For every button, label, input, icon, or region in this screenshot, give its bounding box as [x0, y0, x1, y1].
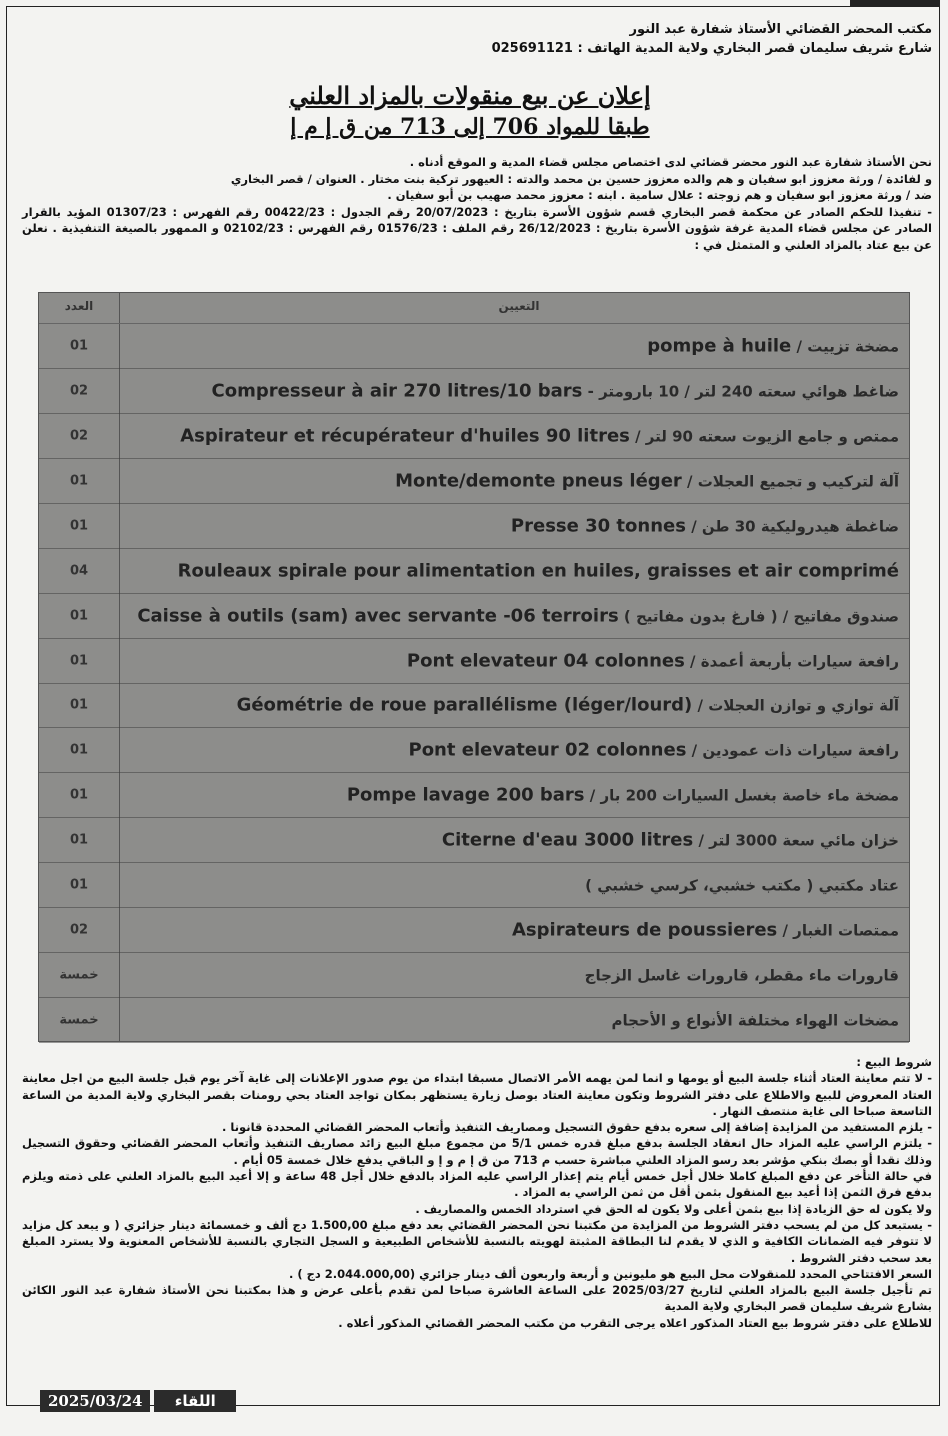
- item-name-french: Pont elevateur 02 colonnes: [408, 739, 687, 761]
- item-designation: [131, 560, 899, 581]
- item-name-arabic: ضاغطة هيدروليكية 30 طن /: [691, 517, 899, 536]
- item-designation: [131, 335, 899, 356]
- intro-paragraph: و لفائدة / ورثة معزوز ابو سفيان و هم والده معزوز حسين بن محمد والدته : العيهور تركية بنت مختار . العنوان / قصر البخاري: [230, 171, 932, 186]
- table-row: [39, 369, 909, 414]
- item-quantity: 02: [69, 922, 89, 938]
- item-quantity: 01: [69, 877, 89, 893]
- item-name-arabic: صندوق مفاتيح / ( فارغ بدون مفاتيح ): [623, 607, 899, 626]
- item-name-french: pompe à huile: [647, 335, 792, 357]
- table-row: [39, 414, 909, 459]
- item-designation: [131, 920, 899, 941]
- item-quantity: 01: [69, 832, 89, 848]
- table-row: [39, 863, 909, 908]
- item-name-arabic: خزان مائي سعة 3000 لتر /: [698, 831, 899, 850]
- item-name-french: Citerne d'eau 3000 litres: [441, 829, 694, 851]
- item-name-arabic: مضخات الهواء مختلفة الأنواع و الأحجام: [611, 1011, 899, 1030]
- item-name-french: Compresseur à air 270 litres/10 bars: [211, 380, 583, 402]
- table-row: [39, 639, 909, 684]
- item-designation: [131, 425, 899, 446]
- item-designation: [131, 380, 899, 401]
- header-quantity: العدد: [64, 299, 94, 313]
- item-name-french: Presse 30 tonnes: [510, 515, 686, 537]
- intro-text: [22, 154, 932, 253]
- item-quantity: 02: [69, 383, 89, 399]
- table-row: [39, 998, 909, 1043]
- item-quantity: 01: [69, 653, 89, 669]
- publication-date: 2025/03/24: [40, 1390, 150, 1412]
- item-name-arabic: مضخة تزييت /: [796, 337, 899, 356]
- table-row: [39, 594, 909, 639]
- office-header: [32, 20, 932, 58]
- header-designation: التعيين: [498, 299, 540, 313]
- table-row: [39, 459, 909, 504]
- item-name-arabic: آلة لتركيب و تجميع العجلات /: [687, 472, 899, 491]
- table-row: [39, 908, 909, 953]
- condition-paragraph: في حالة التأخر عن دفع المبلغ كاملا خلال أجل خمس أيام يتم إعذار الراسي عليه المزاد بالدفع خلال أجل 48 ساعة و إلا أعيد البيع بالمزاد العلني على ذمته ويلزم بدفع فرق الثمن إذا أعيد بيع المنقول بثمن أقل من ثمن الراسي به المزاد .: [22, 1169, 932, 1200]
- sale-conditions: [22, 1054, 932, 1331]
- item-name-arabic: ضاغط هوائي سعته 240 لتر / 10 بارومتر -: [587, 382, 899, 401]
- item-quantity: 01: [69, 787, 89, 803]
- table-row: [39, 953, 909, 998]
- conditions-heading: شروط البيع :: [856, 1055, 932, 1069]
- table-row: [39, 324, 909, 369]
- footer: [40, 1390, 236, 1412]
- table-row: [39, 684, 909, 729]
- consultation-notice: للاطلاع على دفتر شروط بيع العتاد المذكور اعلاه يرجى التقرب من مكتب المحضر القضائي المذكور أعلاه .: [338, 1315, 932, 1330]
- item-quantity: 01: [69, 742, 89, 758]
- item-name-french: Caisse à outils (sam) avec servante -06 terroirs: [137, 605, 619, 627]
- table-header: [39, 293, 909, 324]
- item-designation: [131, 515, 899, 536]
- item-designation: [131, 1010, 899, 1031]
- title-line-2: طبقا للمواد 706 إلى 713 من ق إ م إ: [290, 114, 650, 140]
- newspaper-name: اللقاء: [154, 1390, 236, 1412]
- item-quantity: خمسة: [59, 1012, 99, 1028]
- item-name-french: Aspirateur et récupérateur d'huiles 90 litres: [180, 425, 630, 447]
- item-quantity: 01: [69, 338, 89, 354]
- item-designation: [131, 830, 899, 851]
- table-row: [39, 504, 909, 549]
- item-quantity: 01: [69, 518, 89, 534]
- item-name-french: Géométrie de roue parallélisme (léger/lourd): [236, 694, 693, 716]
- item-quantity: 01: [69, 697, 89, 713]
- condition-paragraph: - يلزم المستفيد من المزايدة إضافة إلى سعره بدفع حقوق التسجيل ومصاريف التنفيذ وأتعاب المحضر القضائي المحددة قانونا .: [222, 1120, 932, 1135]
- item-designation: [131, 740, 899, 761]
- opening-price: السعر الافتتاحي المحدد للمنقولات محل البيع هو مليونين و أربعة واربعون ألف دينار جزائري (2.044.000,00 دج ) .: [288, 1266, 932, 1281]
- item-name-arabic: رافعة سيارات بأربعة أعمدة /: [690, 652, 899, 671]
- title-line-1: إعلان عن بيع منقولات بالمزاد العلني: [289, 81, 651, 110]
- item-name-arabic: آلة توازي و توازن العجلات /: [697, 696, 899, 715]
- item-name-arabic: مضخة ماء خاصة بغسل السيارات 200 بار /: [589, 786, 899, 805]
- item-designation: [131, 785, 899, 806]
- item-designation: [131, 470, 899, 491]
- item-name-arabic: ممتصات الغبار /: [782, 921, 899, 940]
- condition-paragraph: - يلتزم الراسي عليه المزاد حال انعقاد الجلسة بدفع مبلغ قدره خمس 5/1 من مجموع مبلغ البيع زائد مصاريف التنفيذ وأتعاب المحضر القضائي وحقوق التسجيل وذلك نقدا أو بصك بنكي مؤشر بعد رسو المزاد العلني مباشرة حسب م 713 من ق إ م و إ و الباقي يدفع خلال خمسة 05 أيام .: [22, 1136, 932, 1167]
- condition-paragraph: - يستبعد كل من لم يسحب دفتر الشروط من المزايدة من مكتبنا نحن المحضر القضائي بعد دفع مبلغ 1.500,00 دج ألف و خمسمائة دينار جزائري ( و يبعد كل مزايد لا تتوفر فيه الضمانات الكافية و الذي لا يقدم لنا البطاقة المثبتة لهويته بالنسبة للأشخاص الطبيعية و السجل التجاري بالنسبة للأشخاص المعنوية ولا يسترد المبلغ بعد سحب دفتر الشروط .: [22, 1217, 932, 1265]
- item-quantity: 02: [69, 428, 89, 444]
- condition-paragraph: ولا يكون له حق الزيادة إذا بيع بثمن أعلى ولا يكون له الحق في استرداد الخمس والمصاريف .: [415, 1201, 932, 1216]
- intro-paragraph: نحن الأستاذ شفارة عبد النور محضر قضائي لدى اختصاص مجلس قضاء المدية و الموقع أدناه .: [409, 155, 932, 169]
- condition-paragraph: - لا تتم معاينة العتاد أثناء جلسة البيع أو يومها و انما لمن يهمه الأمر الاتصال مسبقا ابتداء من يوم صدور الإعلانات إلى غاية آخر يوم قبل جلسة البيع من اجل معاينة العتاد المعروض للبيع والاطلاع على دفتر الشروط وتكون معاينة العتاد بوصل زيارة يستظهر بمكان تواجد العتاد بحي رومنات بقصر البخاري ولاية المدية من الساعة التاسعة صباحا الى غاية منتصف النهار .: [22, 1071, 932, 1118]
- office-name: مكتب المحضر القضائي الأستاذ شفارة عبد النور: [629, 22, 932, 37]
- item-name-arabic: عتاد مكتبي ( مكتب خشبي، كرسي خشبي ): [585, 876, 899, 895]
- table-row: [39, 549, 909, 594]
- item-name-french: Aspirateurs de poussieres: [512, 919, 778, 941]
- intro-paragraph: ضد / ورثة معزوز ابو سفيان و هم زوجته : علال سامية . ابنه : معزوز محمد صهيب بن أبو سفيان .: [387, 188, 932, 202]
- notice-title: [120, 80, 820, 142]
- table-body: [39, 324, 909, 1043]
- item-designation: [131, 695, 899, 716]
- item-designation: [131, 650, 899, 671]
- item-name-french: Pompe lavage 200 bars: [346, 784, 585, 806]
- item-designation: [131, 875, 899, 896]
- items-table: [38, 292, 910, 1042]
- table-row: [39, 773, 909, 818]
- item-name-arabic: قارورات ماء مقطر، قارورات غاسل الزجاج: [584, 966, 899, 985]
- item-designation: [131, 965, 899, 986]
- item-name-french: Rouleaux spirale pour alimentation en huiles, graisses et air comprimé: [177, 560, 899, 582]
- item-quantity: 04: [69, 563, 89, 579]
- item-name-arabic: ممتص و جامع الزيوت سعته 90 لتر /: [635, 427, 899, 446]
- item-quantity: 01: [69, 608, 89, 624]
- item-quantity: 01: [69, 473, 89, 489]
- table-row: [39, 818, 909, 863]
- item-name-french: Monte/demonte pneus léger: [395, 470, 682, 492]
- table-row: [39, 728, 909, 773]
- item-quantity: خمسة: [59, 967, 99, 983]
- item-designation: [131, 605, 899, 626]
- intro-paragraph: - تنفيذا للحكم الصادر عن محكمة قصر البخاري قسم شؤون الأسرة بتاريخ : 20/07/2023 رقم الجدول : 00422/23 رقم الفهرس : 01307/23 المؤيد بالقرار الصادر عن مجلس قضاء المدية غرفة شؤون الأسرة بتاريخ : 26/12/2023 رقم الملف : 01576/23 رقم الفهرس : 02102/23 و الممهور بالصيغة التنفيذية . نعلن عن بيع عتاد بالمزاد العلني و المتمثل في :: [22, 204, 932, 252]
- item-name-french: Pont elevateur 04 colonnes: [406, 650, 685, 672]
- office-address: شارع شريف سليمان قصر البخاري ولاية المدية الهاتف : 025691121: [491, 41, 932, 56]
- postponement-notice: تم تأجيل جلسة البيع بالمزاد العلني لتاريخ 2025/03/27 على الساعة العاشرة صباحا لمن تقدم بأعلى عرض و هذا بمكتبنا نحن الأستاذ شفارة عبد النور الكائن بشارع شريف سليمان قصر البخاري ولاية المدية: [22, 1283, 933, 1314]
- item-name-arabic: رافعة سيارات ذات عمودين /: [691, 741, 899, 760]
